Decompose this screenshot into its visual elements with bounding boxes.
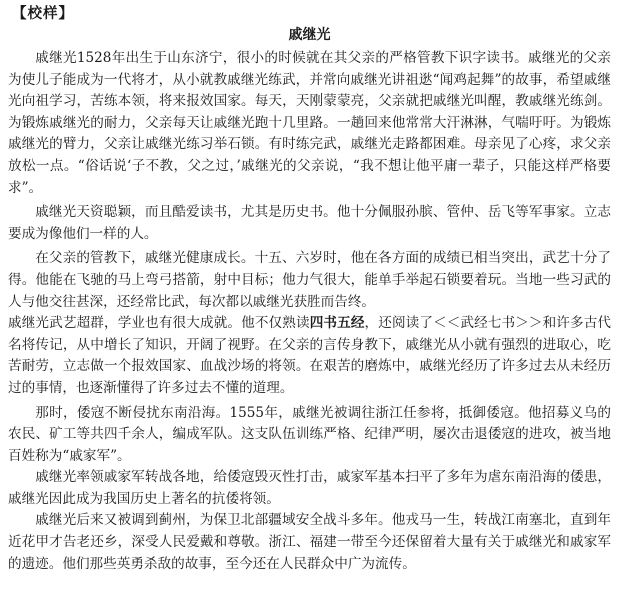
paragraph-4-text-before: 戚继光武艺超群，学业也有很大成就。他不仅熟读 — [8, 315, 310, 332]
emphasis-sishu-wujing: 四书五经 — [309, 315, 365, 332]
paragraph-4-text-after: ，还阅读了＜＜武经七书＞＞和许多古代名将传记，从中增长了知识，开阔了视野。在父亲的言传身教下，戚继光从小就有强烈的进取心，吃苦耐劳，立志做一个报效国家、血战沙场的将领。在艰苦的磨炼中，戚继光经历了许多过去从未经历过的事情，也逐渐懂得了许多过去不懂的道理。 — [8, 315, 612, 396]
proof-tag: 【校样】 — [12, 5, 74, 22]
paragraph-1: 戚继光1528年出生于山东济宁，很小的时候就在其父亲的严格管教下识字读书。戚继光的父亲为使儿子能成为一代将才，从小就教戚继光练武，并常向戚继光讲祖逖“闻鸡起舞”的故事，希望戚继光向祖学习，苦练本领，将来报效国家。每天，天刚蒙蒙亮，父亲就把戚继光叫醒，教戚继光练剑。为锻炼戚继光的耐力，父亲每天让戚继光跑十几里路。一趟回来他常常大汗淋淋，气喘吁吁。为锻炼戚继光的臂力，父亲让戚继光练习举石锁。有时练完武，戚继光走路都困难。母亲见了心疼，求父亲放松一点。“俗话说‘子不教，父之过，’戚继光的父亲说，“我不想让他平庸一辈子，只能这样严格要求”。 — [8, 50, 611, 196]
paragraph-6: 戚继光率领戚家军转战各地，给倭寇毁灭性打击，戚家军基本扫平了多年为虐东南沿海的倭患，戚继光因此成为我国历史上著名的抗倭将领。 — [8, 469, 611, 507]
paragraph-5: 那时，倭寇不断侵扰东南沿海。1555年，戚继光被调往浙江任参将，抵御倭寇。他招募义乌的农民、矿工等共四千余人，编成军队。这支队伍训练严格、纪律严明，屡次击退倭寇的进攻，被当地百姓称为“戚家军”。 — [8, 404, 611, 464]
paragraph-2: 戚继光天资聪颖，而且酷爱读书，尤其是历史书。他十分佩服孙膑、管仲、岳飞等军事家。立志要成为像他们一样的人。 — [8, 204, 611, 242]
paragraph-3: 在父亲的管教下，戚继光健康成长。十五、六岁时，他在各方面的成绩已相当突出，武艺十分了得。他能在飞驰的马上弯弓搭箭，射中目标；他力气很大，能单手举起石锁要着玩。当地一些习武的人与他交往甚深，还经常比武，每次都以戚继光获胜而告终。 — [8, 250, 611, 310]
page-title: 戚继光 — [288, 27, 331, 43]
paragraph-4 — [8, 313, 611, 399]
paragraph-7: 戚继光后来又被调到蓟州，为保卫北部疆域安全战斗多年。他戎马一生，转战江南塞北，直到年近花甲才告老还乡，深受人民爱戴和尊敬。浙江、福建一带至今还保留着大量有关于戚继光和戚家军的遗迹。他们那些英勇杀敌的故事，至今还在人民群众中广为流传。 — [8, 512, 611, 572]
